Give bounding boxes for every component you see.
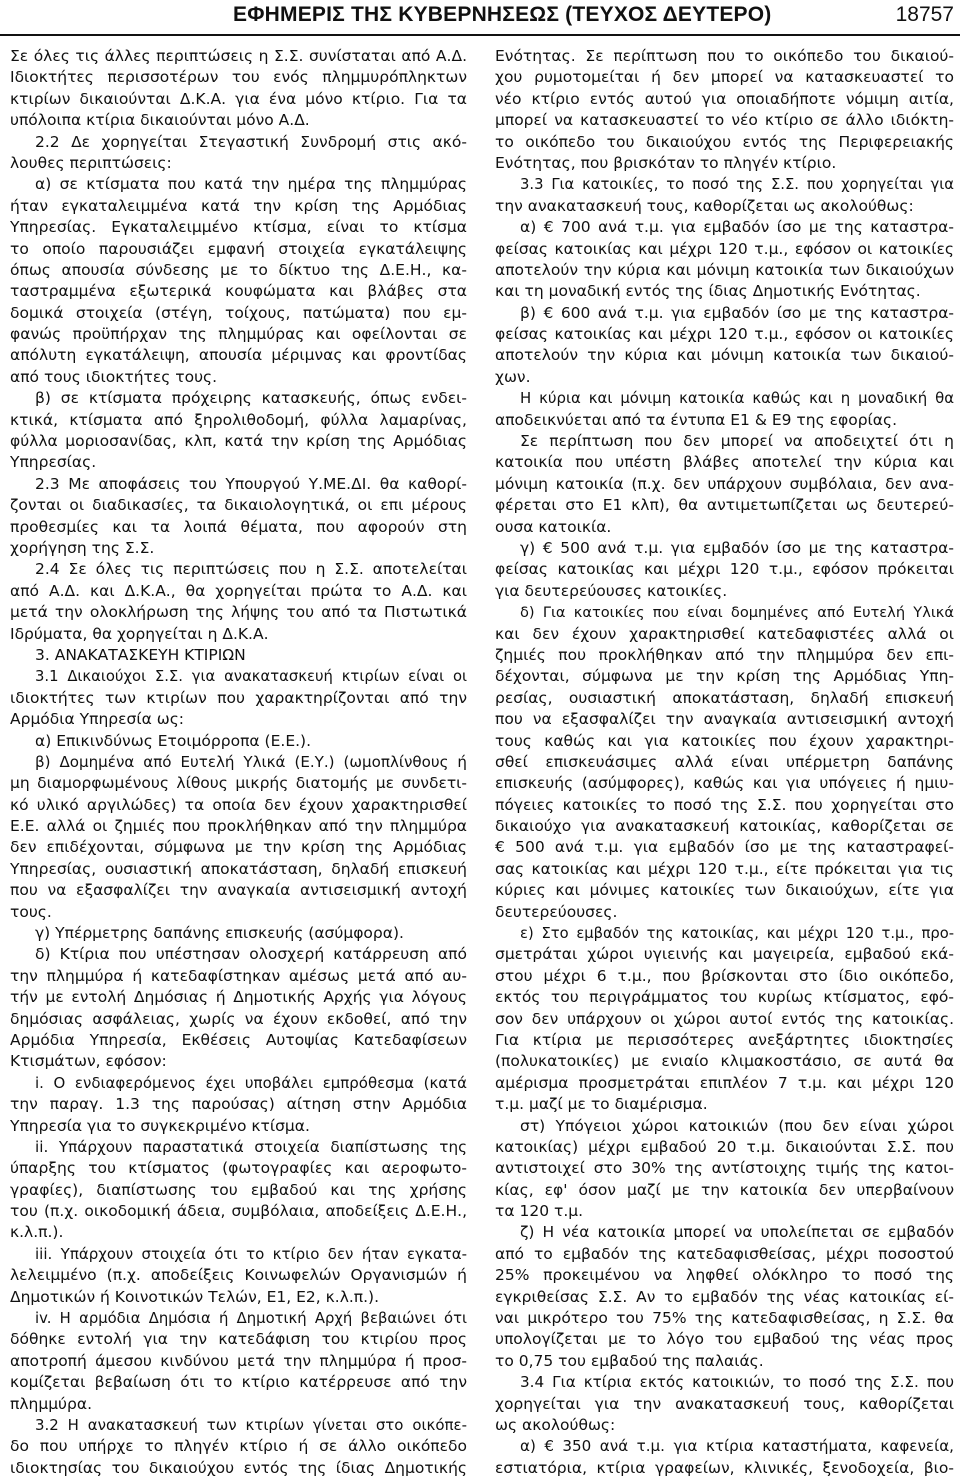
text-line: φείσας κατοικίας και μέχρι 120 τ.μ., εφόσον πρόκειται — [495, 560, 954, 579]
text-line: ρεσίας, ουσιαστική αποκατάσταση, δηλαδή επισκευή — [495, 688, 954, 707]
text-line: Κτισμάτων, εφόσον: — [10, 1052, 167, 1071]
text-line: τους. — [10, 902, 52, 921]
text-line: 2.3 Με αποφάσεις του Υπουργού Υ.ΜΕ.ΔΙ. θα καθορί- — [35, 474, 467, 493]
text-line: 3.2 Η ανακατασκευή των κτιρίων γίνεται στο οικόπε- — [35, 1416, 467, 1434]
right-column — [495, 46, 954, 1477]
text-line: για δευτερεύουσες κατοικίες. — [495, 581, 728, 600]
text-line: αποτελούν την κύρια και μόνιμη κατοικία των δικαιούχων — [495, 260, 954, 279]
text-line: γ) Υπέρμετρης δαπάνης επισκευής (ασύμφορα). — [35, 924, 404, 943]
text-line: δομικά στοιχεία (στέγη, τοίχους, πατώματα) που εμ- — [10, 303, 467, 322]
text-line: Σε όλες τις άλλες περιπτώσεις η Σ.Σ. συνίσταται από Α.Δ. — [10, 47, 467, 65]
text-line: μόνιμη κατοικία (π.χ. δεν υπάρχουν συμβόλαια, δεν ανα- — [495, 474, 954, 493]
text-line: δο που υπήρχε το πληγέν κτίριο ή σε άλλο οικόπεδο — [10, 1437, 467, 1456]
text-line: δέχονται, σύμφωνα με την κρίση της Αρμόδιας Υπη- — [495, 667, 954, 686]
text-line: κομίζεται βεβαίωση ότι το κτίριο κατέρρευσε από την — [10, 1373, 467, 1392]
text-line: ζονται οι διαδικασίες, τα δικαιολογητικά, οι επι μέρους — [10, 496, 467, 515]
text-line: αποτελούν την κύρια και μόνιμη κατοικία των δικαιού- — [495, 346, 954, 365]
text-line: Υπηρεσία για το συγκεκριμένο κτίσμα. — [10, 1116, 310, 1135]
text-line: € 500 ανά τ.μ. για εμβαδόν ίσο με της καταστραφεί- — [495, 838, 954, 857]
text-line: από τους ιδιοκτήτες τους. — [10, 367, 218, 386]
text-line: από Α.Δ. και Δ.Κ.Α., θα χορηγείται πρώτα το Α.Δ. και — [10, 581, 467, 600]
text-line: τ.μ. μαζί με το διαμέρισμα. — [495, 1095, 708, 1114]
text-line: δικαιούχο για ανακατασκευή κατοικίας, καθορίζεται σε — [495, 817, 954, 836]
text-line: α) Επικινδύνως Ετοιμόρροπα (Ε.Ε.). — [35, 731, 312, 750]
text-line: ιδιοκτησίας του δικαιούχου εντός της ίδιας Δημοτικής — [10, 1458, 467, 1477]
text-line: επισκευής (ασύμφορες), καθώς και για υπόγειες ή ημιυ- — [495, 774, 954, 793]
text-line: λελειμμένο (π.χ. αποδείξεις Κοινωφελών Οργανισμών ή — [10, 1266, 467, 1285]
text-line: τα 120 τ.μ. — [495, 1202, 584, 1221]
text-line: δημόσιας ασφάλειας, χωρίς να έχουν εκδοθεί, από την — [10, 1009, 467, 1028]
text-line: πλημμύρα. — [10, 1394, 93, 1413]
text-line: μπορεί να κατασκευαστεί το νέο κτίριο σε άλλο ιδιόκτη- — [495, 111, 954, 130]
text-line: χων. — [495, 367, 531, 386]
text-line: αντιστοιχεί στο 30% της αντίστοιχης τιμής της κατοι- — [495, 1159, 954, 1178]
text-line: χορηγείται για την ανακατασκευή τους, καθορίζεται — [495, 1394, 954, 1413]
text-line: το οποίο παρουσιάζει εμφανή στοιχεία εγκατάλειψης — [10, 239, 467, 258]
text-line: μη διαμορφωμένους λίθους μικρής διατομής με συνδετι- — [10, 774, 467, 793]
text-line: (πολυκατοικίες) με ενιαίο κλιμακοστάσιο, σε αυτά θα — [495, 1052, 954, 1071]
text-line: δόθηκε εντολή για την κατεδάφιση του κτιρίου προς — [10, 1330, 467, 1349]
text-line: Υπηρεσίας, ουσιαστική αποκατάσταση, δηλαδή επισκευή — [10, 859, 467, 878]
text-line: 3.3 Για κατοικίες, το ποσό της Σ.Σ. που χορηγείται για — [520, 176, 954, 194]
text-line: χορήγηση της Σ.Σ. — [10, 538, 155, 557]
text-line: υπόλοιπα κτίρια δικαιούνται μόνο Α.Δ. — [10, 111, 310, 130]
text-line: κατοικία που υπέστη βλάβες αποτελεί την κύρια και — [495, 453, 954, 472]
text-line: ως ακολούθως: — [495, 1416, 616, 1434]
text-line: ήταν εγκαταλειμμένα κατά την κρίση της Αρμόδιας — [10, 196, 467, 215]
text-line: β) € 600 ανά τ.μ. για εμβαδόν ίσο με της καταστρα- — [520, 303, 954, 322]
text-line: χου ρυμοτομείται ή δεν μπορεί να κατασκευαστεί το — [495, 68, 954, 87]
text-line: κτιρίων δικαιούνται Δ.Κ.Α. για ένα μόνο κτίριο. Για τα — [10, 89, 467, 108]
text-line: 25% προκειμένου να ληφθεί ολόκληρο το ποσό της — [495, 1266, 954, 1285]
text-line: μετά την ολοκλήρωση της λήψης του από τα Πιστωτικά — [10, 603, 467, 622]
text-line: φανώς προϋπήρχαν της πλημμύρας και οφείλονται σε — [10, 325, 467, 344]
text-line: Δημοτικών ή Κοινοτικών Τελών, Ε1, Ε2, κ.λ.π.). — [10, 1287, 380, 1306]
text-line: αμέρισμα προσμετράται επιπλέον 7 τ.μ. και μέχρι 120 — [495, 1073, 954, 1092]
text-line: στου μέχρι 6 τ.μ., που βρίσκονται στο ίδιο οικόπεδο, — [495, 966, 954, 985]
text-line: προθεσμίες και τα λοιπά θέματα, που αφορούν στη — [10, 517, 467, 536]
text-line: Για κτίρια με περισσότερες ανεξάρτητες ιδιοκτησίες — [495, 1030, 954, 1049]
text-line: και τη μοναδική εντός της ίδιας Δημοτικής Ενότητας. — [495, 282, 921, 301]
text-line: Υπηρεσίας. Εγκαταλειμμένο κτίσμα, είναι το κτίσμα — [10, 218, 467, 237]
text-line: φύλλα μοριοσανίδας, κλπ, κατά την κρίση της Αρμόδιας — [10, 432, 467, 451]
text-line: α) σε κτίσματα που κατά την ημέρα της πλημμύρας — [35, 175, 467, 194]
text-line: γ) € 500 ανά τ.μ. για εμβαδόν ίσο με της καταστρα- — [520, 538, 954, 557]
text-line: του (π.χ. οικοδομική άδεια, συμβόλαια, αποδείξεις Δ.Ε.Η., — [10, 1202, 467, 1221]
text-line: Αρμόδια Υπηρεσία ως: — [10, 710, 185, 729]
text-line: κ.λ.π.). — [10, 1223, 64, 1242]
text-line: i. Ο ενδιαφερόμενος έχει υποβάλει εμπρόθεσμα (κατά — [35, 1073, 467, 1092]
text-line: κτικά, κτίσματα από ξηρολιθοδομή, φύλλα λαμαρίνας, — [10, 410, 467, 429]
page-number: 18757 — [895, 3, 954, 26]
text-line: όπως απουσία σύνδεσης με το δίκτυο της Δ.Ε.Η., κα- — [10, 260, 467, 279]
text-line: ουσα κατοικία. — [495, 517, 612, 536]
text-line: Αρμόδια Υπηρεσία, Εκθέσεις Αυτοψίας Κατεδαφίσεων — [10, 1030, 467, 1049]
text-line: σας κατοικίας και μέχρι 120 τ.μ., είτε πρόκειται για τις — [495, 859, 954, 878]
gazette-title: ΕΦΗΜΕΡΙΣ ΤΗΣ ΚΥΒΕΡΝΗΣΕΩΣ (ΤΕΥΧΟΣ ΔΕΥΤΕΡΟ) — [233, 3, 772, 26]
text-line: ταστραμμένα εξωτερικά κουφώματα και βλάβες στα — [10, 282, 467, 301]
text-line: στ) Υπόγειοι χώροι κατοικιών (που δεν είναι χώροι — [520, 1116, 954, 1135]
text-line: Ε.Ε. αλλά οι ζημιές που προκλήθηκαν από την πλημμύρα — [10, 817, 467, 836]
text-line: την παραγ. 1.3 της παρούσας) αίτηση στην Αρμόδια — [10, 1095, 467, 1114]
text-line: Ενότητας, που βρισκόταν το πληγέν κτίριο. — [495, 153, 837, 172]
text-line: ιδιοκτήτες των κτιρίων που χαρακτηρίζονται από την — [10, 688, 467, 707]
text-line: Ιδιοκτήτες περισσοτέρων του ενός πλημμυρόπληκτων — [10, 68, 467, 87]
text-line: δεν επιδέχονται, σύμφωνα με την κρίση της Αρμόδιας — [10, 838, 467, 857]
text-line: φείσας κατοικίας και μέχρι 120 τ.μ., εφόσον οι κατοικίες — [495, 325, 954, 344]
text-line: εγκριθείσας Σ.Σ. Αν το εμβαδόν της νέας κατοικίας εί- — [495, 1287, 954, 1306]
text-line: ζημιές που προκλήθηκαν από την πλημμύρα δεν επι- — [495, 645, 954, 664]
text-line: α) € 350 ανά τ.μ. για κτίρια καταστήματα, καφενεία, — [520, 1437, 954, 1456]
text-line: iii. Υπάρχουν στοιχεία ότι το κτίριο δεν ήταν εγκατα- — [35, 1244, 467, 1263]
text-line: αποδεικνύεται από τα έντυπα Ε1 & Ε9 της εφορίας. — [495, 410, 898, 429]
text-line: κύριες και μόνιμες κατοικίες των δικαιούχων, είτε για — [495, 881, 954, 900]
text-line: που να εξασφαλίζει την αναγκαία αντισεισμική αντοχή — [10, 881, 467, 900]
text-line: πόγειες κατοικίες το ποσό της Σ.Σ. που χορηγείται στο — [495, 795, 954, 814]
text-line: υπολογίζεται με το λόγο του εμβαδού της νέας προς — [495, 1330, 954, 1349]
text-line: β) Δομημένα από Ευτελή Υλικά (Ε.Υ.) (ωμοπλίνθους ή — [35, 752, 467, 771]
text-line: κίας, εφ' όσον μαζί με την κατοικία δεν υπερβαίνουν — [495, 1180, 954, 1199]
text-line: αποτροπή άμεσου κινδύνου μετά την πλημμύρα ή προσ- — [10, 1351, 467, 1370]
text-line: εστιατόρια, κτίρια γραφείων, κλινικές, ξενοδοχεία, βιο- — [495, 1458, 954, 1477]
text-line: το 0,75 του εμβαδού της παλαιάς. — [495, 1351, 764, 1370]
text-line: τήν με εντολή Δημόσιας ή Δημοτικής Αρχής για λόγους — [10, 988, 467, 1007]
text-line: Η κύρια και μόνιμη κατοικία καθώς και η μοναδική θα — [520, 389, 954, 408]
text-line: και δεν έχουν χαρακτηρισθεί κατεδαφιστέες αλλά οι — [495, 624, 954, 643]
text-line: σμετράται χώροι υγιεινής και μαγειρεία, εμβαδού εκά- — [495, 945, 954, 964]
text-line: δ) Για κατοικίες που είναι δομημένες από Ευτελή Υλικά — [520, 604, 954, 622]
text-line: σον δεν υπάρχουν οι χώροι αυτοί εντός της κατοικίας. — [495, 1009, 954, 1028]
text-line: κατοικίας) μέχρι εμβαδού 20 τ.μ. δικαιούνται Σ.Σ. που — [495, 1137, 954, 1156]
text-line: δευτερεύουσες. — [495, 902, 618, 921]
text-line: Σε περίπτωση που δεν μπορεί να αποδειχτεί ότι η — [520, 432, 954, 451]
text-line: σθεί επισκευάσιμες αλλά είναι υπέρμετρη δαπάνης — [495, 752, 954, 771]
text-line: φείσας κατοικίας και μέχρι 120 τ.μ., εφόσον οι κατοικίες — [495, 239, 954, 258]
text-line: iv. Η αρμόδια Δημόσια ή Δημοτική Αρχή βεβαιώνει ότι — [35, 1310, 467, 1328]
text-line: 3. ΑΝΑΚΑΤΑΣΚΕΥΗ ΚΤΙΡΙΩΝ — [35, 645, 246, 664]
text-line: το οικόπεδο του δικαιούχου εντός της Περιφερειακής — [495, 132, 954, 151]
text-line: ύπαρξης του κτίσματος (φωτογραφίες και αεροφωτο- — [10, 1159, 467, 1178]
text-line: από το εμβαδόν της κατεδαφισθείσας, μέχρι ποσοστού — [495, 1244, 954, 1263]
text-line: κό υλικό αργιλώδες) τα οποία δεν έχουν χαρακτηρισθεί — [10, 795, 467, 814]
text-line: νέο κτίριο εντός αυτού για οποιαδήποτε νόμιμη αιτία, — [495, 89, 954, 108]
text-line: την ανακατασκευή τους, καθορίζεται ως ακολούθως: — [495, 196, 914, 215]
text-line: Ιδρύματα, θα χορηγείται η Δ.Κ.Α. — [10, 624, 269, 643]
text-line: β) σε κτίσματα πρόχειρης κατασκευής, όπως ενδει- — [35, 389, 467, 408]
text-line: γραφίες), διαπίστωσης του εμβαδού και της χρήσης — [10, 1180, 467, 1199]
text-line: εκτός του περιγράμματος του κυρίως κτίσματος, εφό- — [495, 988, 954, 1007]
text-line: ε) Στο εμβαδόν της κατοικίας, και μέχρι 120 τ.μ., προ- — [520, 925, 954, 943]
text-line: φέρεται στο Ε1 κλπ), θα αντιμετωπίζεται ως δευτερεύ- — [495, 496, 954, 515]
text-line: ζ) Η νέα κατοικία μπορεί να υπολείπεται σε εμβαδόν — [520, 1223, 954, 1242]
text-line: Ενότητας. Σε περίπτωση που το οικόπεδο του δικαιού- — [495, 47, 954, 65]
text-line: 2.2 Δε χορηγείται Στεγαστική Συνδρομή στις ακό- — [35, 132, 467, 151]
text-line: α) € 700 ανά τ.μ. για εμβαδόν ίσο με της καταστρα- — [520, 218, 954, 237]
text-line: 2.4 Σε όλες τις περιπτώσεις που η Σ.Σ. αποτελείται — [35, 560, 467, 579]
text-line: λουθες περιπτώσεις: — [10, 153, 172, 172]
text-line: απόλυτη εγκατάλειψη, απουσία μέριμνας και φροντίδας — [10, 346, 467, 365]
text-line: ναι μικρότερο του 75% της κατεδαφισθείσας, η Σ.Σ. θα — [495, 1309, 954, 1328]
text-line: που να εξασφαλίζει την αναγκαία αντισεισμική αντοχή — [495, 710, 954, 729]
header-rule — [0, 34, 960, 36]
text-line: 3.1 Δικαιούχοι Σ.Σ. για ανακατασκευή κτιρίων είναι οι — [35, 668, 467, 686]
page-header — [0, 0, 960, 34]
text-line: δ) Κτίρια που υπέστησαν ολοσχερή κατάρρευση από — [35, 945, 467, 964]
text-line: τους καθώς και για κατοικίες που έχουν χαρακτηρι- — [495, 731, 954, 750]
text-line: την πλημμύρα ή κατεδαφίστηκαν αμέσως μετά από αυ- — [10, 966, 467, 985]
text-line: Υπηρεσίας. — [10, 453, 97, 472]
text-line: 3.4 Για κτίρια εκτός κατοικιών, το ποσό της Σ.Σ. που — [520, 1373, 954, 1392]
text-line: ii. Υπάρχουν παραστατικά στοιχεία διαπίστωσης της — [35, 1137, 467, 1156]
left-column — [10, 46, 467, 1477]
